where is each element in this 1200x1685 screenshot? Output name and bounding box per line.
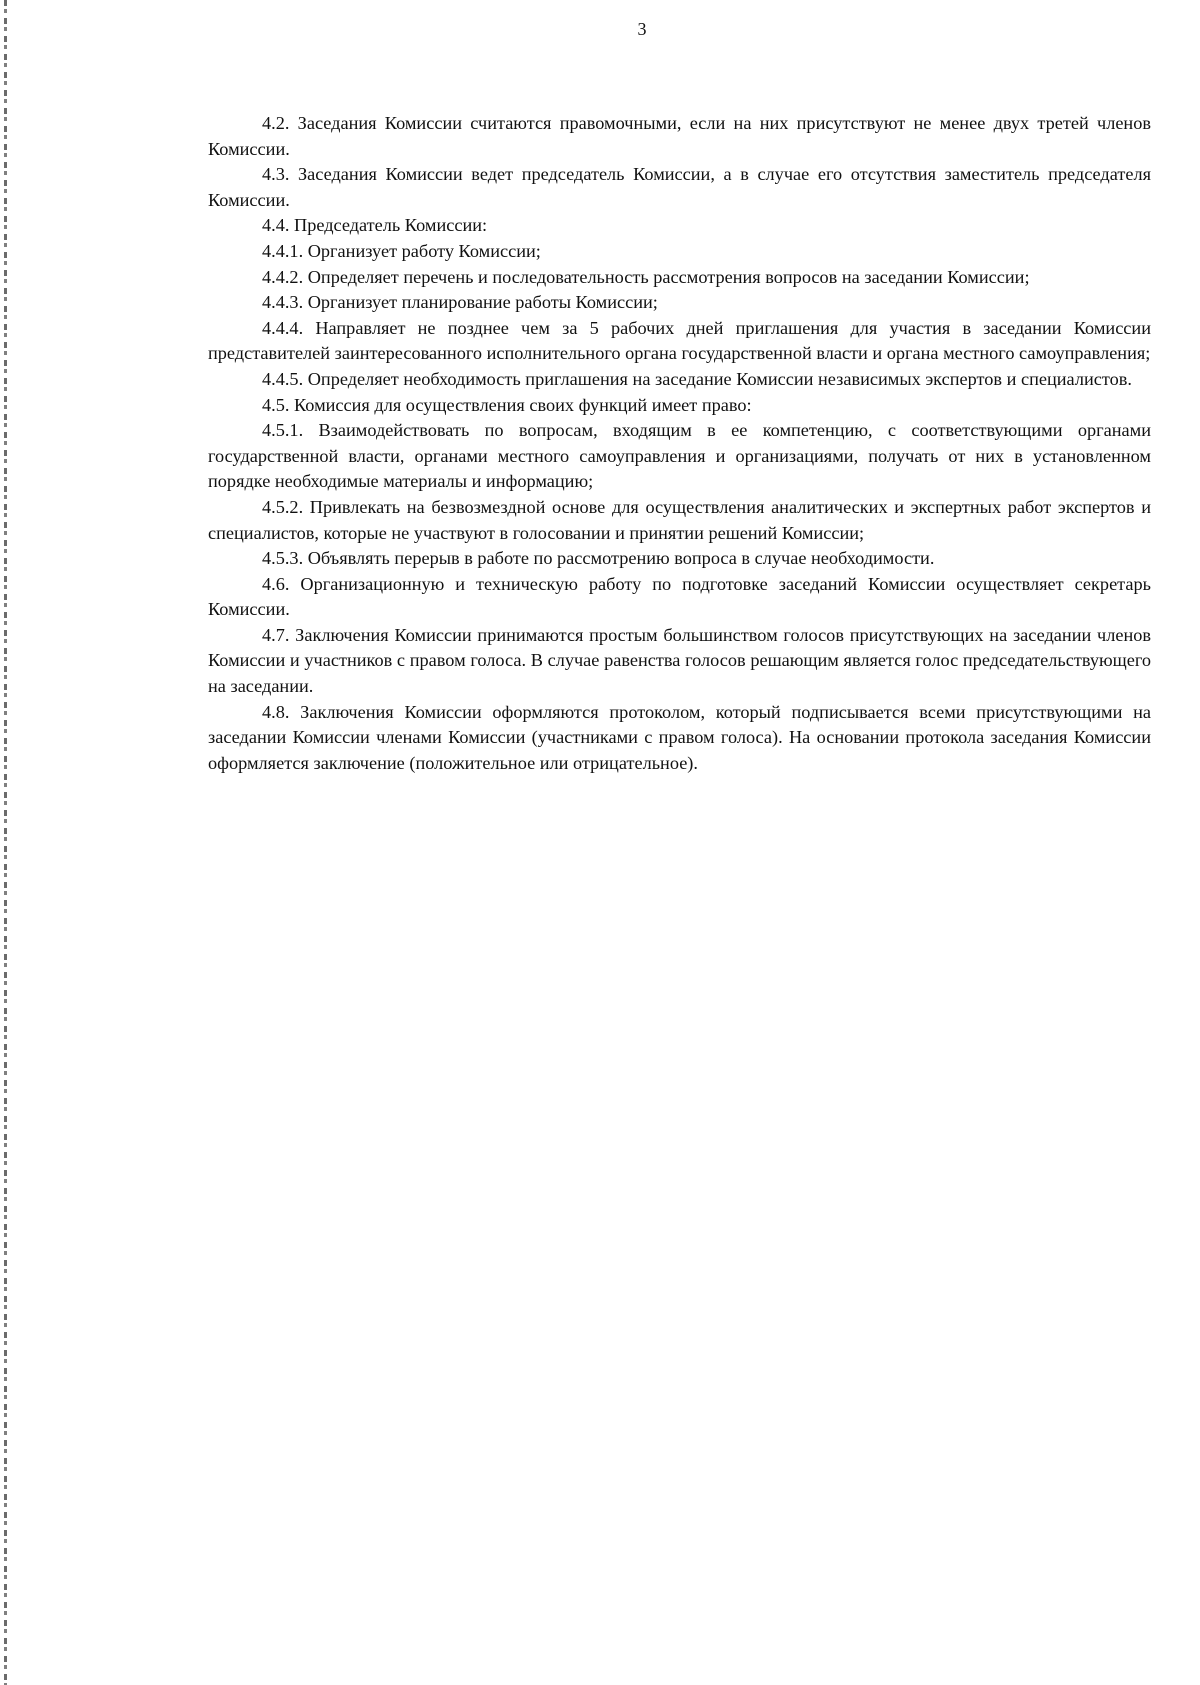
document-body [208,111,1151,776]
paragraph-4-4-4: 4.4.4. Направляет не позднее чем за 5 рабочих дней приглашения для участия в заседании Комиссии представителей заинтересованного исполнительного органа государственной власти и органа местного самоуправления; [208,317,1151,364]
paragraph-4-4-3: 4.4.3. Организует планирование работы Комиссии; [262,292,658,313]
paragraph-4-5: 4.5. Комиссия для осуществления своих функций имеет право: [262,394,752,415]
paragraph-4-8: 4.8. Заключения Комиссии оформляются протоколом, который подписывается всеми присутствующими на заседании Комиссии членами Комиссии (участниками с правом голоса). На основании протокола заседания Комиссии оформляется заключение (положительное или отрицательное). [208,701,1151,773]
paragraph-4-5-3: 4.5.3. Объявлять перерыв в работе по рассмотрению вопроса в случае необходимости. [262,548,935,569]
paragraph-4-4: 4.4. Председатель Комиссии: [262,215,488,236]
paragraph-4-5-1: 4.5.1. Взаимодействовать по вопросам, входящим в ее компетенцию, с соответствующими органами государственной власти, органами местного самоуправления и организациями, получать от них в установленном порядке необходимые материалы и информацию; [208,420,1151,492]
paragraph-4-5-2: 4.5.2. Привлекать на безвозмездной основе для осуществления аналитических и экспертных работ экспертов и специалистов, которые не участвуют в голосовании и принятии решений Комиссии; [208,496,1151,543]
paragraph-4-6: 4.6. Организационную и техническую работу по подготовке заседаний Комиссии осуществляет секретарь Комиссии. [208,573,1151,620]
paragraph-4-4-1: 4.4.1. Организует работу Комиссии; [262,240,541,261]
page-number: 3 [637,19,647,39]
scan-edge [4,0,7,1685]
paragraph-4-4-2: 4.4.2. Определяет перечень и последовательность рассмотрения вопросов на заседании Комиссии; [262,266,1030,287]
paragraph-4-3: 4.3. Заседания Комиссии ведет председатель Комиссии, а в случае его отсутствия заместитель председателя Комиссии. [208,164,1151,210]
paragraph-4-7: 4.7. Заключения Комиссии принимаются простым большинством голосов присутствующих на заседании членов Комиссии и участников с правом голоса. В случае равенства голосов решающим является голос председательствующего на заседании. [208,624,1151,697]
paragraph-4-2: 4.2. Заседания Комиссии считаются правомочными, если на них присутствуют не менее двух третей членов Комиссии. [208,113,1151,159]
paragraph-4-4-5: 4.4.5. Определяет необходимость приглашения на заседание Комиссии независимых экспертов и специалистов. [262,368,1132,389]
